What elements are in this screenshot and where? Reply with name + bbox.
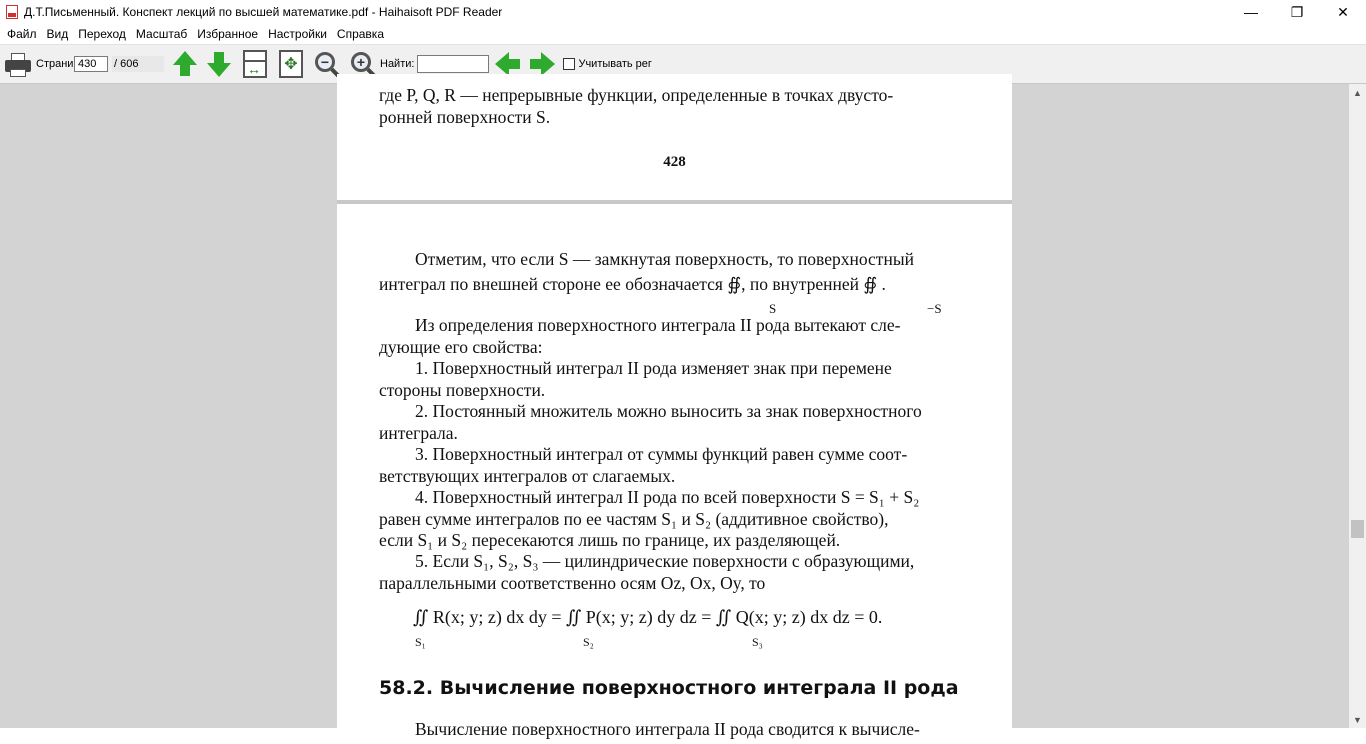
scrollbar-thumb[interactable]	[1351, 520, 1364, 538]
vertical-scrollbar[interactable]	[1349, 84, 1366, 728]
printer-icon[interactable]	[4, 50, 32, 78]
zoom-in-icon[interactable]: +	[348, 49, 378, 79]
scroll-up-icon[interactable]: ▲	[1353, 87, 1362, 98]
formula: ∬ R(x; y; z) dx dy = ∬ P(x; y; z) dy dz = ∬ Q(x; y; z) dx dz = 0.	[413, 607, 883, 627]
prop4-line2: равен сумме интегралов по ее частям S₁ и S₂ (аддитивное свойство),	[379, 509, 889, 529]
menu-zoom[interactable]: Масштаб	[135, 27, 188, 41]
menu-help[interactable]: Справка	[336, 27, 384, 41]
page1-line2: ронней поверхности S.	[379, 107, 551, 127]
page1-line1: где P, Q, R — непрерывные функции, определенные в точках двусто-	[379, 85, 894, 105]
prop1-line1: 1. Поверхностный интеграл II рода изменяет знак при перемене	[415, 358, 892, 378]
zoom-out-icon[interactable]: −	[312, 49, 342, 79]
scroll-down-icon[interactable]: ▼	[1353, 714, 1362, 725]
next-page-icon[interactable]	[204, 49, 234, 79]
prop4-line1: 4. Поверхностный интеграл II рода по всей поверхности S = S₁ + S₂	[415, 487, 920, 507]
fit-width-icon[interactable]	[240, 49, 270, 79]
para1-line2: интеграл по внешней стороне ее обозначается ∯, по внутренней ∯ .	[379, 274, 886, 294]
window-title: Д.Т.Письменный. Конспект лекций по высшей математике.pdf - Haihaisoft PDF Reader	[24, 5, 503, 19]
match-case-checkbox[interactable]	[563, 58, 575, 70]
menu-file[interactable]: Файл	[7, 27, 37, 41]
maximize-button[interactable]: ❐	[1290, 3, 1304, 20]
menu-favorites[interactable]: Избранное	[197, 27, 259, 41]
menu-view[interactable]: Вид	[46, 27, 69, 41]
page-number-input[interactable]	[74, 56, 108, 72]
title-bar	[0, 0, 1366, 24]
find-label: Найти:	[380, 58, 415, 70]
formula-sub-s3: S₃	[752, 635, 763, 649]
formula-sub-s2: S₂	[583, 635, 594, 649]
prev-page-icon[interactable]	[170, 49, 200, 79]
fit-page-icon[interactable]: ✥	[276, 49, 306, 79]
para2-line2: дующие его свойства:	[379, 337, 543, 357]
window-controls	[1228, 0, 1366, 24]
prop5-line1: 5. Если S₁, S₂, S₃ — цилиндрические поверхности с образующими,	[415, 551, 915, 571]
pdf-page-429	[337, 204, 1012, 744]
minimize-button[interactable]: —	[1244, 4, 1258, 20]
formula-sub-s1: S₁	[415, 635, 426, 649]
close-button[interactable]: ✕	[1337, 3, 1349, 20]
menu-bar	[0, 24, 1366, 44]
prop1-line2: стороны поверхности.	[379, 380, 546, 400]
menu-settings[interactable]: Настройки	[268, 27, 327, 41]
pdf-app-icon	[6, 5, 18, 19]
integral-sub-s: S	[769, 301, 777, 316]
menu-go[interactable]: Переход	[78, 27, 126, 41]
find-input[interactable]	[417, 55, 489, 73]
section-heading: 58.2. Вычисление поверхностного интеграла II рода	[379, 677, 959, 699]
para1-line1: Отметим, что если S — замкнутая поверхность, то поверхностный	[415, 249, 914, 269]
page-total: / 606	[112, 56, 164, 72]
integral-sub-minus-s: −S	[927, 301, 942, 316]
prop4-line3: если S₁ и S₂ пересекаются лишь по границе, их разделяющей.	[379, 530, 841, 550]
prop2-line1: 2. Постоянный множитель можно выносить за знак поверхностного	[415, 401, 922, 421]
prop5-line2: параллельными соответственно осям Oz, Ox, Oy, то	[379, 573, 766, 593]
pdf-page-428	[337, 74, 1012, 200]
prop3-line2: ветствующих интегралов от слагаемых.	[379, 466, 676, 486]
match-case-label: Учитывать рег	[578, 58, 652, 70]
prop2-line2: интеграла.	[379, 423, 458, 443]
partial-line: Вычисление поверхностного интеграла II рода сводится к вычисле-	[415, 719, 920, 739]
page-number: 428	[663, 154, 686, 170]
document-viewer[interactable]	[0, 84, 1349, 739]
para2-line1: Из определения поверхностного интеграла II рода вытекают сле-	[415, 315, 901, 335]
prop3-line1: 3. Поверхностный интеграл от суммы функций равен сумме соот-	[415, 444, 908, 464]
page-label: Страни	[36, 58, 74, 70]
